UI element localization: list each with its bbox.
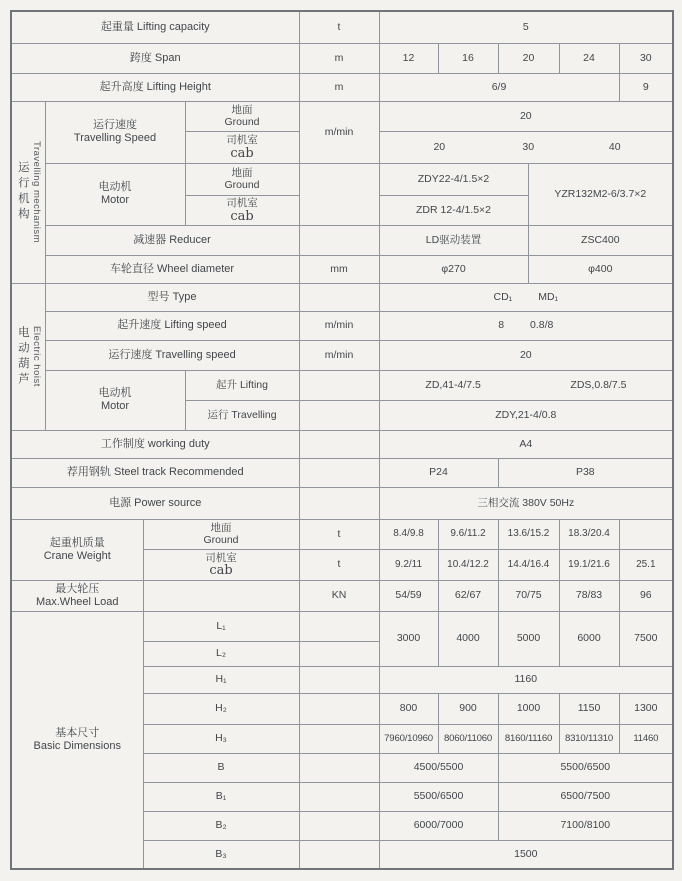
crane-weight-ground-value: 8.4/9.8	[379, 519, 438, 549]
hoist-travelling-speed-unit: m/min	[299, 340, 379, 370]
dim-l-value: 3000	[379, 611, 438, 666]
dim-h3-sublabel: H₃	[143, 724, 299, 753]
dim-l2-unit-empty	[299, 641, 379, 666]
travel-speed-cab-values: 20 30 40	[379, 131, 673, 163]
section-electric-hoist-en: Electric hoist	[30, 326, 42, 387]
span-value: 16	[438, 43, 498, 73]
max-wheel-load-label: 最大轮压 Max.Wheel Load	[11, 580, 143, 611]
dim-h2-value: 900	[438, 693, 498, 724]
dim-b1-unit-empty	[299, 782, 379, 811]
crane-weight-cab-sublabel: 司机室 cab	[143, 549, 299, 580]
hoist-motor-travelling-sublabel: 运行 Travelling	[185, 400, 299, 430]
section-electric-hoist-zh: 电动葫芦	[16, 325, 29, 388]
travel-motor-ground-value: ZDY22-4/1.5×2	[379, 163, 528, 195]
row-lifting-capacity	[11, 11, 673, 43]
dim-h1-unit-empty	[299, 666, 379, 693]
lifting-height-main-value: 6/9	[379, 73, 619, 101]
travel-speed-unit: m/min	[299, 101, 379, 163]
dim-h2-value: 1150	[559, 693, 619, 724]
crane-weight-ground-value: 18.3/20.4	[559, 519, 619, 549]
max-wheel-load-sublabel-empty	[143, 580, 299, 611]
steel-track-right-value: P38	[498, 458, 673, 487]
travel-speed-cab-sublabel: 司机室 cab	[185, 131, 299, 163]
wheel-diameter-left-value: φ270	[379, 255, 528, 283]
crane-weight-cab-value: 14.4/16.4	[498, 549, 559, 580]
row-wheel-diameter	[11, 255, 673, 283]
dim-h1-sublabel: H₁	[143, 666, 299, 693]
hoist-travelling-speed-label: 运行速度 Travelling speed	[45, 340, 299, 370]
travel-motor-label: 电动机 Motor	[45, 163, 185, 225]
section-electric-hoist	[11, 283, 45, 430]
max-wheel-load-value: 54/59	[379, 580, 438, 611]
dim-b2-unit-empty	[299, 811, 379, 840]
row-dim-l1	[11, 611, 673, 641]
hoist-motor-travelling-value: ZDY,21-4/0.8	[379, 400, 673, 430]
wheel-diameter-unit: mm	[299, 255, 379, 283]
dim-l1-sublabel: L₁	[143, 611, 299, 641]
hoist-motor-lifting-values: ZD,41-4/7.5 ZDS,0.8/7.5	[379, 370, 673, 400]
row-travel-motor-ground	[11, 163, 673, 195]
row-hoist-lifting-speed	[11, 311, 673, 340]
dim-b-left-value: 4500/5500	[379, 753, 498, 782]
span-value: 12	[379, 43, 438, 73]
wheel-diameter-right-value: φ400	[528, 255, 673, 283]
crane-weight-label: 起重机质量 Crane Weight	[11, 519, 143, 580]
reducer-label: 减速器 Reducer	[45, 225, 299, 255]
dim-h2-sublabel: H₂	[143, 693, 299, 724]
crane-specification-table	[10, 10, 674, 870]
row-span	[11, 43, 673, 73]
dim-h3-value: 7960/10960	[379, 724, 438, 753]
reducer-left-value: LD驱动装置	[379, 225, 528, 255]
max-wheel-load-value: 78/83	[559, 580, 619, 611]
hoist-motor-lifting-sublabel: 起升 Lifting	[185, 370, 299, 400]
dim-h2-value: 1300	[619, 693, 673, 724]
dim-b3-value: 1500	[379, 840, 673, 869]
crane-weight-ground-value: 9.6/11.2	[438, 519, 498, 549]
dim-l-value: 4000	[438, 611, 498, 666]
max-wheel-load-value: 62/67	[438, 580, 498, 611]
dim-b3-unit-empty	[299, 840, 379, 869]
steel-track-label: 荐用钢轨 Steel track Recommended	[11, 458, 299, 487]
working-duty-label: 工作制度 working duty	[11, 430, 299, 458]
basic-dimensions-label: 基本尺寸 Basic Dimensions	[11, 611, 143, 869]
dim-b1-right-value: 6500/7500	[498, 782, 673, 811]
lifting-capacity-value: 5	[379, 11, 673, 43]
crane-weight-ground-sublabel: 地面 Ground	[143, 519, 299, 549]
dim-h3-value: 11460	[619, 724, 673, 753]
row-steel-track	[11, 458, 673, 487]
span-value: 20	[498, 43, 559, 73]
hoist-motor-label: 电动机 Motor	[45, 370, 185, 430]
dim-h2-unit-empty	[299, 693, 379, 724]
dim-h2-value: 800	[379, 693, 438, 724]
crane-weight-cab-value: 10.4/12.2	[438, 549, 498, 580]
hoist-type-unit-empty	[299, 283, 379, 311]
travel-motor-right-value: YZR132M2-6/3.7×2	[528, 163, 673, 225]
lifting-height-unit: m	[299, 73, 379, 101]
working-duty-unit-empty	[299, 430, 379, 458]
dim-b1-left-value: 5500/6500	[379, 782, 498, 811]
hoist-type-values: CD₁ MD₁	[379, 283, 673, 311]
row-hoist-type	[11, 283, 673, 311]
dim-h3-value: 8060/11060	[438, 724, 498, 753]
crane-weight-cab-value: 25.1	[619, 549, 673, 580]
section-travelling-mechanism	[11, 101, 45, 283]
power-source-value: 三相交流 380V 50Hz	[379, 487, 673, 519]
steel-track-unit-empty	[299, 458, 379, 487]
row-hoist-travelling-speed	[11, 340, 673, 370]
travel-speed-label: 运行速度 Travelling Speed	[45, 101, 185, 163]
dim-b-right-value: 5500/6500	[498, 753, 673, 782]
lifting-capacity-label: 起重量 Lifting capacity	[11, 11, 299, 43]
section-travelling-mechanism-en: Travelling mechanism	[30, 140, 42, 244]
section-travelling-mechanism-zh: 运行机构	[16, 160, 29, 223]
reducer-right-value: ZSC400	[528, 225, 673, 255]
dim-b-sublabel: B	[143, 753, 299, 782]
dim-l-value: 7500	[619, 611, 673, 666]
dim-h3-value: 8310/11310	[559, 724, 619, 753]
hoist-lifting-speed-values: 8 0.8/8	[379, 311, 673, 340]
reducer-unit-empty	[299, 225, 379, 255]
power-source-unit-empty	[299, 487, 379, 519]
row-lifting-height	[11, 73, 673, 101]
row-travel-speed-ground	[11, 101, 673, 131]
span-unit: m	[299, 43, 379, 73]
dim-h3-unit-empty	[299, 724, 379, 753]
wheel-diameter-label: 车轮直径 Wheel diameter	[45, 255, 299, 283]
hoist-travelling-speed-value: 20	[379, 340, 673, 370]
max-wheel-load-value: 96	[619, 580, 673, 611]
dim-l-value: 5000	[498, 611, 559, 666]
hoist-lifting-speed-unit: m/min	[299, 311, 379, 340]
crane-weight-cab-value: 9.2/11	[379, 549, 438, 580]
travel-speed-ground-value: 20	[379, 101, 673, 131]
power-source-label: 电源 Power source	[11, 487, 299, 519]
dim-h1-value: 1160	[379, 666, 673, 693]
dim-b3-sublabel: B₃	[143, 840, 299, 869]
crane-weight-cab-unit: t	[299, 549, 379, 580]
row-max-wheel-load	[11, 580, 673, 611]
max-wheel-load-value: 70/75	[498, 580, 559, 611]
dim-b2-sublabel: B₂	[143, 811, 299, 840]
dim-b1-sublabel: B₁	[143, 782, 299, 811]
row-working-duty	[11, 430, 673, 458]
crane-weight-ground-value-empty	[619, 519, 673, 549]
lifting-height-last-value: 9	[619, 73, 673, 101]
row-crane-weight-ground	[11, 519, 673, 549]
dim-h3-value: 8160/11160	[498, 724, 559, 753]
dim-l-value: 6000	[559, 611, 619, 666]
dim-b2-left-value: 6000/7000	[379, 811, 498, 840]
max-wheel-load-unit: KN	[299, 580, 379, 611]
travel-motor-ground-sublabel: 地面 Ground	[185, 163, 299, 195]
hoist-type-label: 型号 Type	[45, 283, 299, 311]
crane-weight-ground-value: 13.6/15.2	[498, 519, 559, 549]
span-value: 30	[619, 43, 673, 73]
dim-b-unit-empty	[299, 753, 379, 782]
hoist-motor-lifting-unit-empty	[299, 370, 379, 400]
row-reducer	[11, 225, 673, 255]
dim-b2-right-value: 7100/8100	[498, 811, 673, 840]
travel-motor-cab-value: ZDR 12-4/1.5×2	[379, 195, 528, 225]
travel-motor-cab-sublabel: 司机室 cab	[185, 195, 299, 225]
span-label: 跨度 Span	[11, 43, 299, 73]
row-power-source	[11, 487, 673, 519]
lifting-capacity-unit: t	[299, 11, 379, 43]
travel-motor-unit-empty	[299, 163, 379, 225]
dim-l1-unit-empty	[299, 611, 379, 641]
row-hoist-motor-lifting	[11, 370, 673, 400]
hoist-lifting-speed-label: 起升速度 Lifting speed	[45, 311, 299, 340]
crane-weight-ground-unit: t	[299, 519, 379, 549]
dim-h2-value: 1000	[498, 693, 559, 724]
working-duty-value: A4	[379, 430, 673, 458]
lifting-height-label: 起升高度 Lifting Height	[11, 73, 299, 101]
crane-weight-cab-value: 19.1/21.6	[559, 549, 619, 580]
dim-l2-sublabel: L₂	[143, 641, 299, 666]
travel-speed-ground-sublabel: 地面 Ground	[185, 101, 299, 131]
span-value: 24	[559, 43, 619, 73]
steel-track-left-value: P24	[379, 458, 498, 487]
hoist-motor-travelling-unit-empty	[299, 400, 379, 430]
